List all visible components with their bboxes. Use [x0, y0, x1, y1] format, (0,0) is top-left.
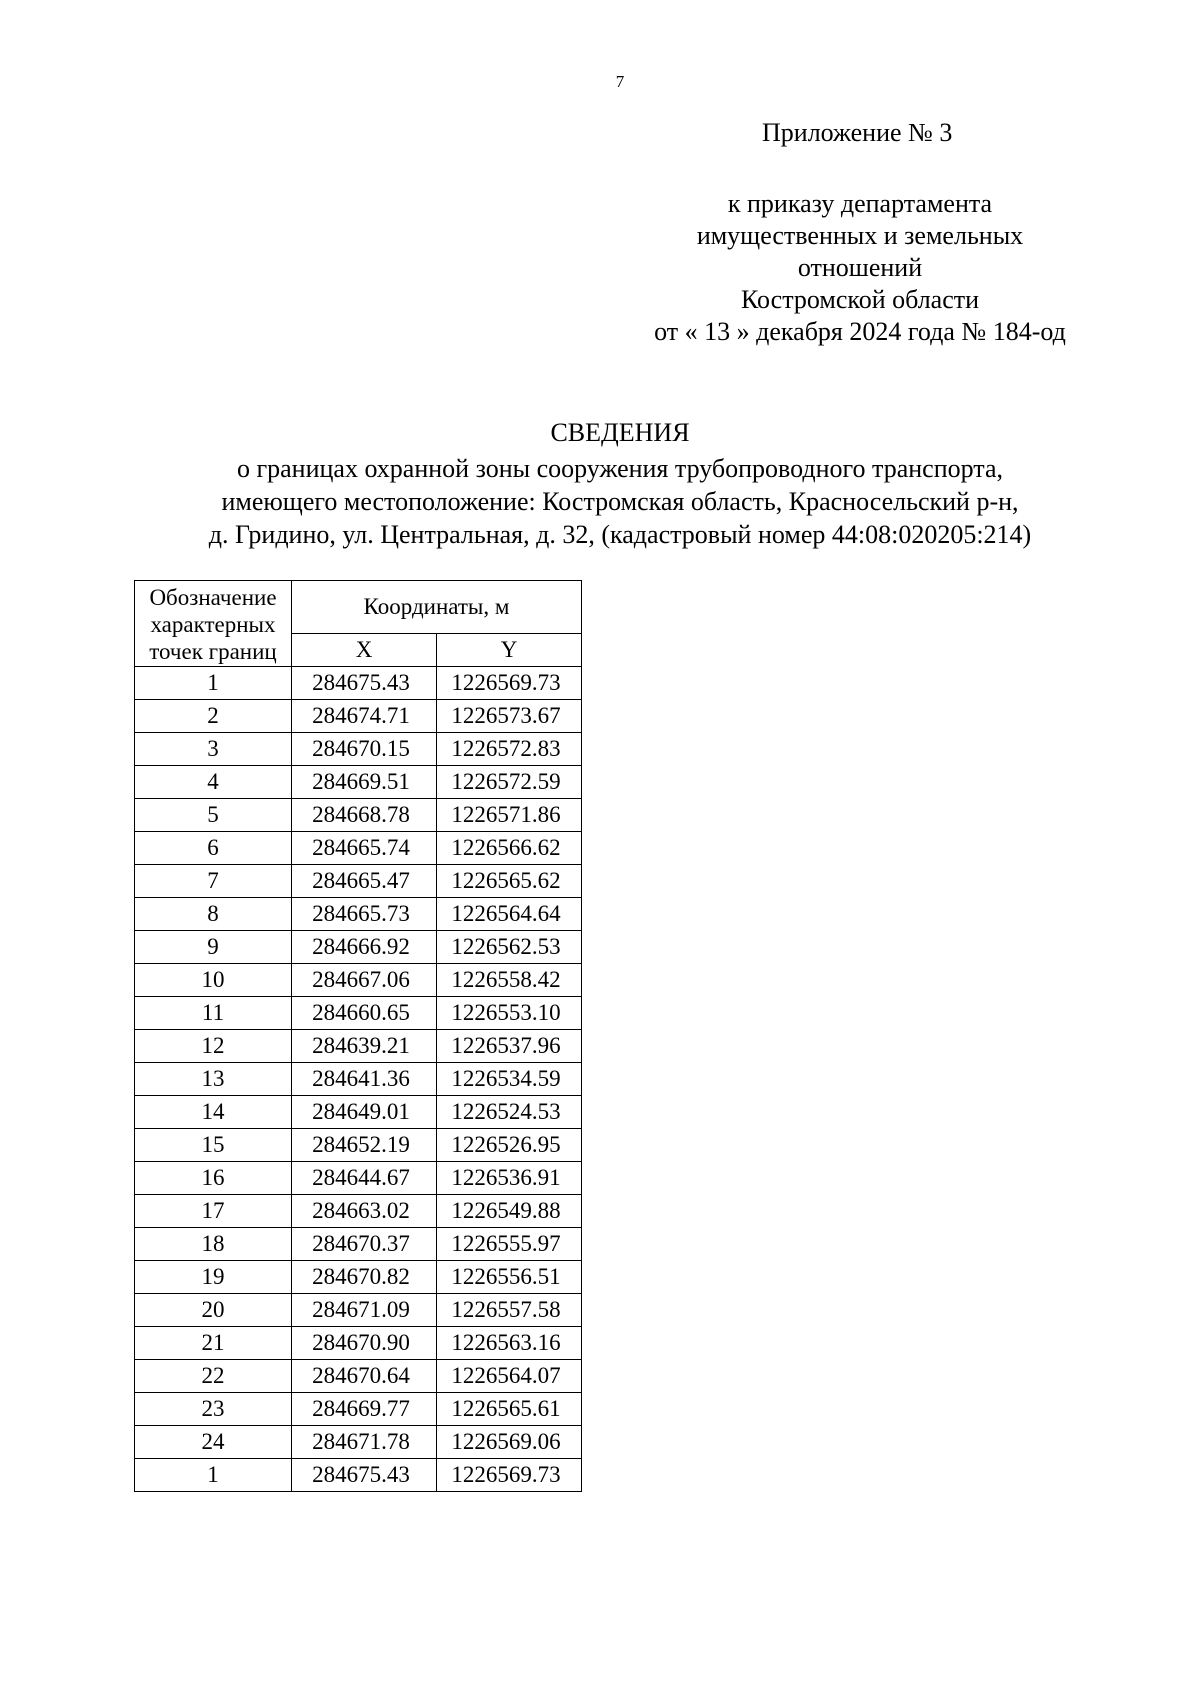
- x-cell: 284667.06: [292, 964, 437, 997]
- x-cell: 284675.43: [292, 667, 437, 700]
- x-cell: 284660.65: [292, 997, 437, 1030]
- x-cell: 284665.74: [292, 832, 437, 865]
- point-cell: 17: [135, 1195, 292, 1228]
- point-cell: 2: [135, 700, 292, 733]
- y-cell: 1226537.96: [437, 1030, 582, 1063]
- y-cell: 1226569.73: [437, 667, 582, 700]
- point-cell: 1: [135, 667, 292, 700]
- y-cell: 1226565.61: [437, 1393, 582, 1426]
- x-cell: 284670.90: [292, 1327, 437, 1360]
- x-cell: 284649.01: [292, 1096, 437, 1129]
- y-cell: 1226573.67: [437, 700, 582, 733]
- x-cell: 284674.71: [292, 700, 437, 733]
- point-cell: 1: [135, 1459, 292, 1492]
- y-cell: 1226565.62: [437, 865, 582, 898]
- table-row: [135, 766, 582, 799]
- table-row: [135, 1459, 582, 1492]
- y-cell: 1226572.83: [437, 733, 582, 766]
- x-cell: 284669.51: [292, 766, 437, 799]
- y-cell: 1226563.16: [437, 1327, 582, 1360]
- point-cell: 5: [135, 799, 292, 832]
- x-cell: 284670.82: [292, 1261, 437, 1294]
- point-cell: 18: [135, 1228, 292, 1261]
- y-cell: 1226571.86: [437, 799, 582, 832]
- x-cell: 284665.73: [292, 898, 437, 931]
- point-cell: 8: [135, 898, 292, 931]
- table-row: [135, 700, 582, 733]
- y-cell: 1226569.73: [437, 1459, 582, 1492]
- point-cell: 24: [135, 1426, 292, 1459]
- table-row: [135, 1360, 582, 1393]
- table-row: [135, 1162, 582, 1195]
- y-cell: 1226557.58: [437, 1294, 582, 1327]
- x-cell: 284666.92: [292, 931, 437, 964]
- point-cell: 13: [135, 1063, 292, 1096]
- y-cell: 1226556.51: [437, 1261, 582, 1294]
- x-cell: 284644.67: [292, 1162, 437, 1195]
- point-cell: 7: [135, 865, 292, 898]
- appendix-line: имущественных и земельных: [696, 221, 1024, 250]
- y-cell: 1226564.07: [437, 1360, 582, 1393]
- appendix-reference: [600, 188, 1120, 348]
- x-cell: 284671.09: [292, 1294, 437, 1327]
- table-row: [135, 799, 582, 832]
- table-row: [135, 667, 582, 700]
- point-cell: 20: [135, 1294, 292, 1327]
- table-row: [135, 997, 582, 1030]
- x-cell: 284663.02: [292, 1195, 437, 1228]
- x-cell: 284671.78: [292, 1426, 437, 1459]
- y-cell: 1226558.42: [437, 964, 582, 997]
- coordinates-table: [134, 580, 582, 1492]
- x-cell: 284652.19: [292, 1129, 437, 1162]
- table-row: [135, 1228, 582, 1261]
- x-cell: 284669.77: [292, 1393, 437, 1426]
- appendix-title: Приложение № 3: [762, 118, 953, 147]
- point-cell: 12: [135, 1030, 292, 1063]
- table-row: [135, 1327, 582, 1360]
- point-cell: 16: [135, 1162, 292, 1195]
- y-cell: 1226569.06: [437, 1426, 582, 1459]
- appendix-line: отношений: [797, 253, 923, 282]
- x-cell: 284665.47: [292, 865, 437, 898]
- page-number: 7: [615, 72, 625, 91]
- x-cell: 284670.15: [292, 733, 437, 766]
- table-row: [135, 931, 582, 964]
- subtitle-line: имеющего местоположение: Костромская область, Красносельский р-н,: [221, 487, 1019, 516]
- table-row: [135, 1393, 582, 1426]
- table-row: [135, 1129, 582, 1162]
- table-row: [135, 1030, 582, 1063]
- appendix-line: Костромской области: [740, 285, 980, 314]
- y-cell: 1226553.10: [437, 997, 582, 1030]
- table-row: [135, 1426, 582, 1459]
- x-cell: 284670.37: [292, 1228, 437, 1261]
- subtitle-line: д. Гридино, ул. Центральная, д. 32, (кадастровый номер 44:08:020205:214): [208, 520, 1032, 549]
- table-row: [135, 733, 582, 766]
- point-cell: 6: [135, 832, 292, 865]
- point-header-line: характерных: [150, 612, 276, 637]
- y-cell: 1226555.97: [437, 1228, 582, 1261]
- point-cell: 22: [135, 1360, 292, 1393]
- point-cell: 19: [135, 1261, 292, 1294]
- point-header-line: точек границ: [149, 639, 277, 664]
- table-body: [135, 667, 582, 1492]
- point-header-line: Обозначение: [149, 585, 277, 610]
- y-cell: 1226564.64: [437, 898, 582, 931]
- point-cell: 11: [135, 997, 292, 1030]
- point-column-header: [135, 581, 292, 667]
- point-cell: 14: [135, 1096, 292, 1129]
- table-row: [135, 832, 582, 865]
- coordinates-column-header: Координаты, м: [292, 581, 582, 634]
- document-subtitle: [0, 452, 1200, 551]
- x-cell: 284670.64: [292, 1360, 437, 1393]
- table-row: [135, 1096, 582, 1129]
- y-cell: 1226572.59: [437, 766, 582, 799]
- point-cell: 10: [135, 964, 292, 997]
- y-cell: 1226534.59: [437, 1063, 582, 1096]
- table-row: [135, 964, 582, 997]
- x-cell: 284641.36: [292, 1063, 437, 1096]
- point-cell: 21: [135, 1327, 292, 1360]
- appendix-line: к приказу департамента: [727, 189, 993, 218]
- table-row: [135, 865, 582, 898]
- y-cell: 1226524.53: [437, 1096, 582, 1129]
- y-cell: 1226536.91: [437, 1162, 582, 1195]
- table-row: [135, 1195, 582, 1228]
- y-cell: 1226526.95: [437, 1129, 582, 1162]
- table-row: [135, 1063, 582, 1096]
- table-row: [135, 898, 582, 931]
- subtitle-line: о границах охранной зоны сооружения трубопроводного транспорта,: [236, 454, 1004, 483]
- y-column-header: Y: [437, 634, 582, 667]
- y-cell: 1226562.53: [437, 931, 582, 964]
- table-row: [135, 1294, 582, 1327]
- table-row: [135, 1261, 582, 1294]
- x-cell: 284639.21: [292, 1030, 437, 1063]
- x-column-header: X: [292, 634, 437, 667]
- point-cell: 23: [135, 1393, 292, 1426]
- y-cell: 1226549.88: [437, 1195, 582, 1228]
- point-cell: 4: [135, 766, 292, 799]
- appendix-line: от « 13 » декабря 2024 года № 184-од: [654, 317, 1066, 346]
- point-cell: 15: [135, 1129, 292, 1162]
- document-heading: СВЕДЕНИЯ: [550, 418, 690, 447]
- y-cell: 1226566.62: [437, 832, 582, 865]
- point-cell: 3: [135, 733, 292, 766]
- x-cell: 284675.43: [292, 1459, 437, 1492]
- point-cell: 9: [135, 931, 292, 964]
- x-cell: 284668.78: [292, 799, 437, 832]
